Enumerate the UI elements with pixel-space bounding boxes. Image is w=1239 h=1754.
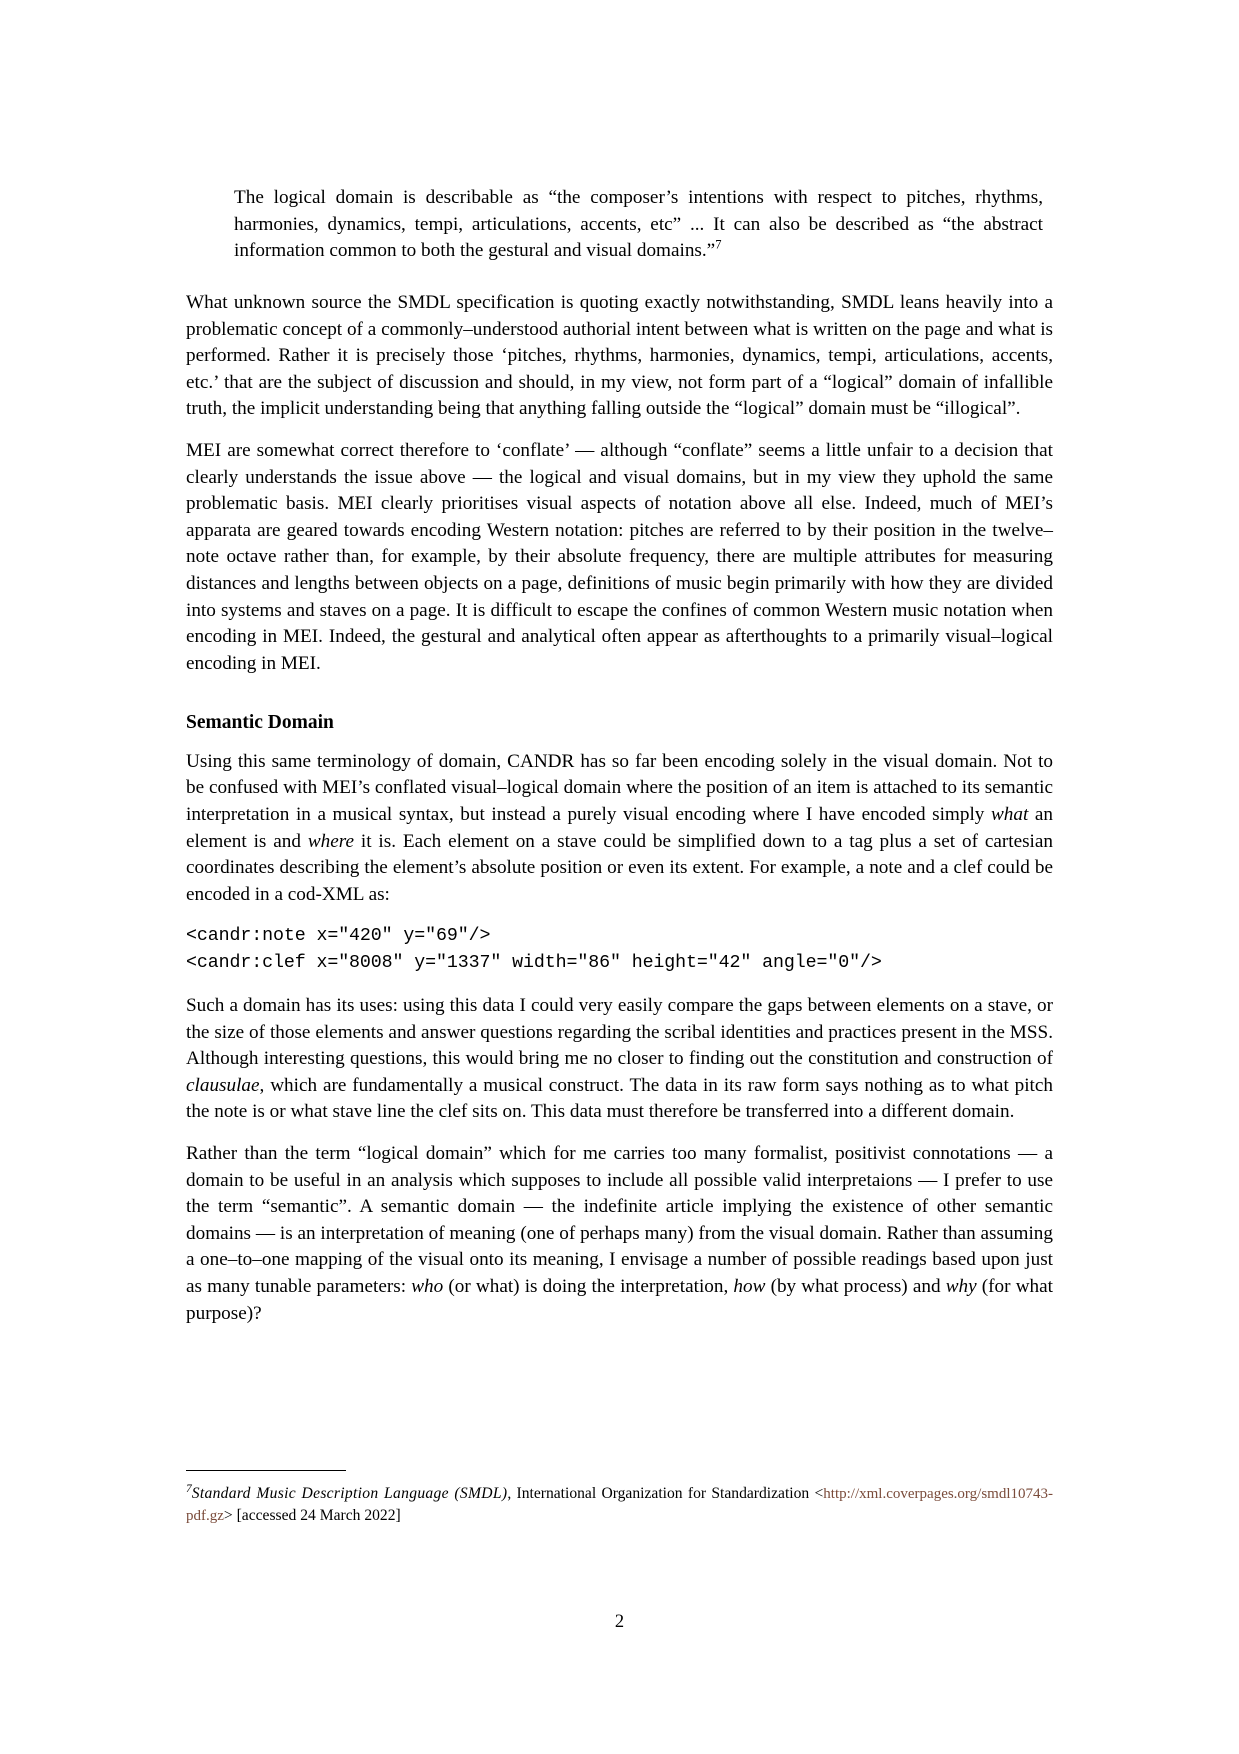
paragraph-semantic-term-part3: (by what process) and (765, 1276, 946, 1297)
paragraph-semantic-term-part1: Rather than the term “logical domain” which for me carries too many formalist, positivist connotations — a domain to be useful in an analysis which supposes to include all possible valid interpretaions — I prefer to use the term “semantic”. A semantic domain — the indefinite article implying the existence of other semantic domains — is an interpretation of meaning (one of perhaps many) from the visual domain. Rather than assuming a one–to–one mapping of the visual onto its meaning, I envisage a number of possible readings based upon just as many tunable parameters: (186, 1143, 1053, 1297)
page-content (186, 185, 1053, 1327)
paragraph-visual-domain-part2: an element is and (186, 803, 1053, 852)
paragraph-mei-conflate: MEI are somewhat correct therefore to ‘conflate’ — although “conflate” seems a little unfair to a decision that clearly understands the issue above — the logical and visual domains, but in my view they uphold the same problematic basis. MEI clearly prioritises visual aspects of notation above all else. Indeed, much of MEI’s apparata are geared towards encoding Western notation: pitches are referred to by their position in the twelve–note octave rather than, for example, by their absolute frequency, there are multiple attributes for measuring distances and lengths between objects on a page, definitions of music begin primarily with how they are divided into systems and staves on a page. It is difficult to escape the confines of common Western music notation when encoding in MEI. Indeed, the gestural and analytical often appear as afterthoughts to a primarily visual–logical encoding in MEI. (186, 440, 1053, 674)
paragraph-domain-uses (186, 993, 1053, 1126)
paragraph-visual-domain-part1: Using this same terminology of domain, CANDR has so far been encoding solely in the visual domain. Not to be confused with MEI’s conflated visual–logical domain where the position of an item is attached to its semantic interpretation in a musical syntax, but instead a purely visual encoding where I have encoded simply (186, 750, 1053, 825)
footnote-publisher: , International Organization for Standardization (507, 1485, 815, 1502)
emphasis-how: how (733, 1276, 766, 1297)
paragraph-semantic-term-part2: (or what) is doing the interpretation, (443, 1276, 734, 1297)
paragraph-domain-uses-part1: Such a domain has its uses: using this data I could very easily compare the gaps between elements on a stave, or the size of those elements and answer questions regarding the scribal identities and practices present in the MSS. Although interesting questions, this would bring me no closer to finding out the constitution and construction of (186, 995, 1053, 1070)
footnote-title: Standard Music Description Language (SMDL) (191, 1485, 508, 1502)
emphasis-who: who (411, 1276, 444, 1297)
code-line-note: <candr:note x="420" y="69"/> (186, 926, 491, 947)
blockquote (186, 185, 1053, 265)
footnote-area (186, 1470, 1053, 1528)
footnote-url-open: < (814, 1485, 824, 1502)
paragraph-semantic-term-part4: (for what purpose)? (186, 1276, 1053, 1324)
paragraph-semantic-term (186, 1141, 1053, 1327)
footnote-access-date: [accessed 24 March 2022] (232, 1507, 401, 1525)
footnote-separator-rule (186, 1470, 346, 1471)
emphasis-where: where (307, 830, 355, 852)
code-line-clef: <candr:clef x="8008" y="1337" width="86" height="42" angle="0"/> (186, 953, 882, 974)
emphasis-clausulae: clausulae (186, 1074, 260, 1096)
blockquote-text: The logical domain is describable as “the composer’s intentions with respect to pitches, rhythms, harmonies, dynamics, tempi, articulations, accents, etc” ... It can also be described as “the abstract information common to both the gestural and visual domains.” (234, 187, 1043, 262)
code-block (186, 923, 1053, 977)
footnote-entry (186, 1483, 1053, 1528)
paragraph-visual-domain (186, 749, 1053, 909)
footnote-url-link[interactable]: http://xml.coverpages.org/smdl10743-pdf.gz (186, 1486, 1053, 1525)
footnote-url-close: > (223, 1507, 233, 1525)
emphasis-why: why (945, 1276, 977, 1297)
footnote-marker: 7 (715, 237, 722, 252)
paragraph-domain-uses-part2: , which are fundamentally a musical construct. The data in its raw form says nothing as to what pitch the note is or what stave line the clef sits on. This data must therefore be transferred into a different domain. (186, 1074, 1053, 1123)
paragraph-visual-domain-part3: it is. Each element on a stave could be simplified down to a tag plus a set of cartesian coordinates describing the element’s absolute position or even its extent. For example, a note and a clef could be encoded in a cod-XML as: (186, 830, 1053, 905)
section-heading-semantic-domain: Semantic Domain (186, 712, 334, 734)
page-number: 2 (614, 1612, 625, 1632)
footnote-number: 7 (186, 1482, 192, 1495)
paragraph-smdl-critique: What unknown source the SMDL specification is quoting exactly notwithstanding, SMDL leans heavily into a problematic concept of a commonly–understood authorial intent between what is written on the page and what is performed. Rather it is precisely those ‘pitches, rhythms, harmonies, dynamics, tempi, articulations, accents, etc.’ that are the subject of discussion and should, in my view, not form part of a “logical” domain of infallible truth, the implicit understanding being that anything falling outside the “logical” domain must be “illogical”. (186, 292, 1053, 420)
emphasis-what: what (990, 803, 1029, 825)
